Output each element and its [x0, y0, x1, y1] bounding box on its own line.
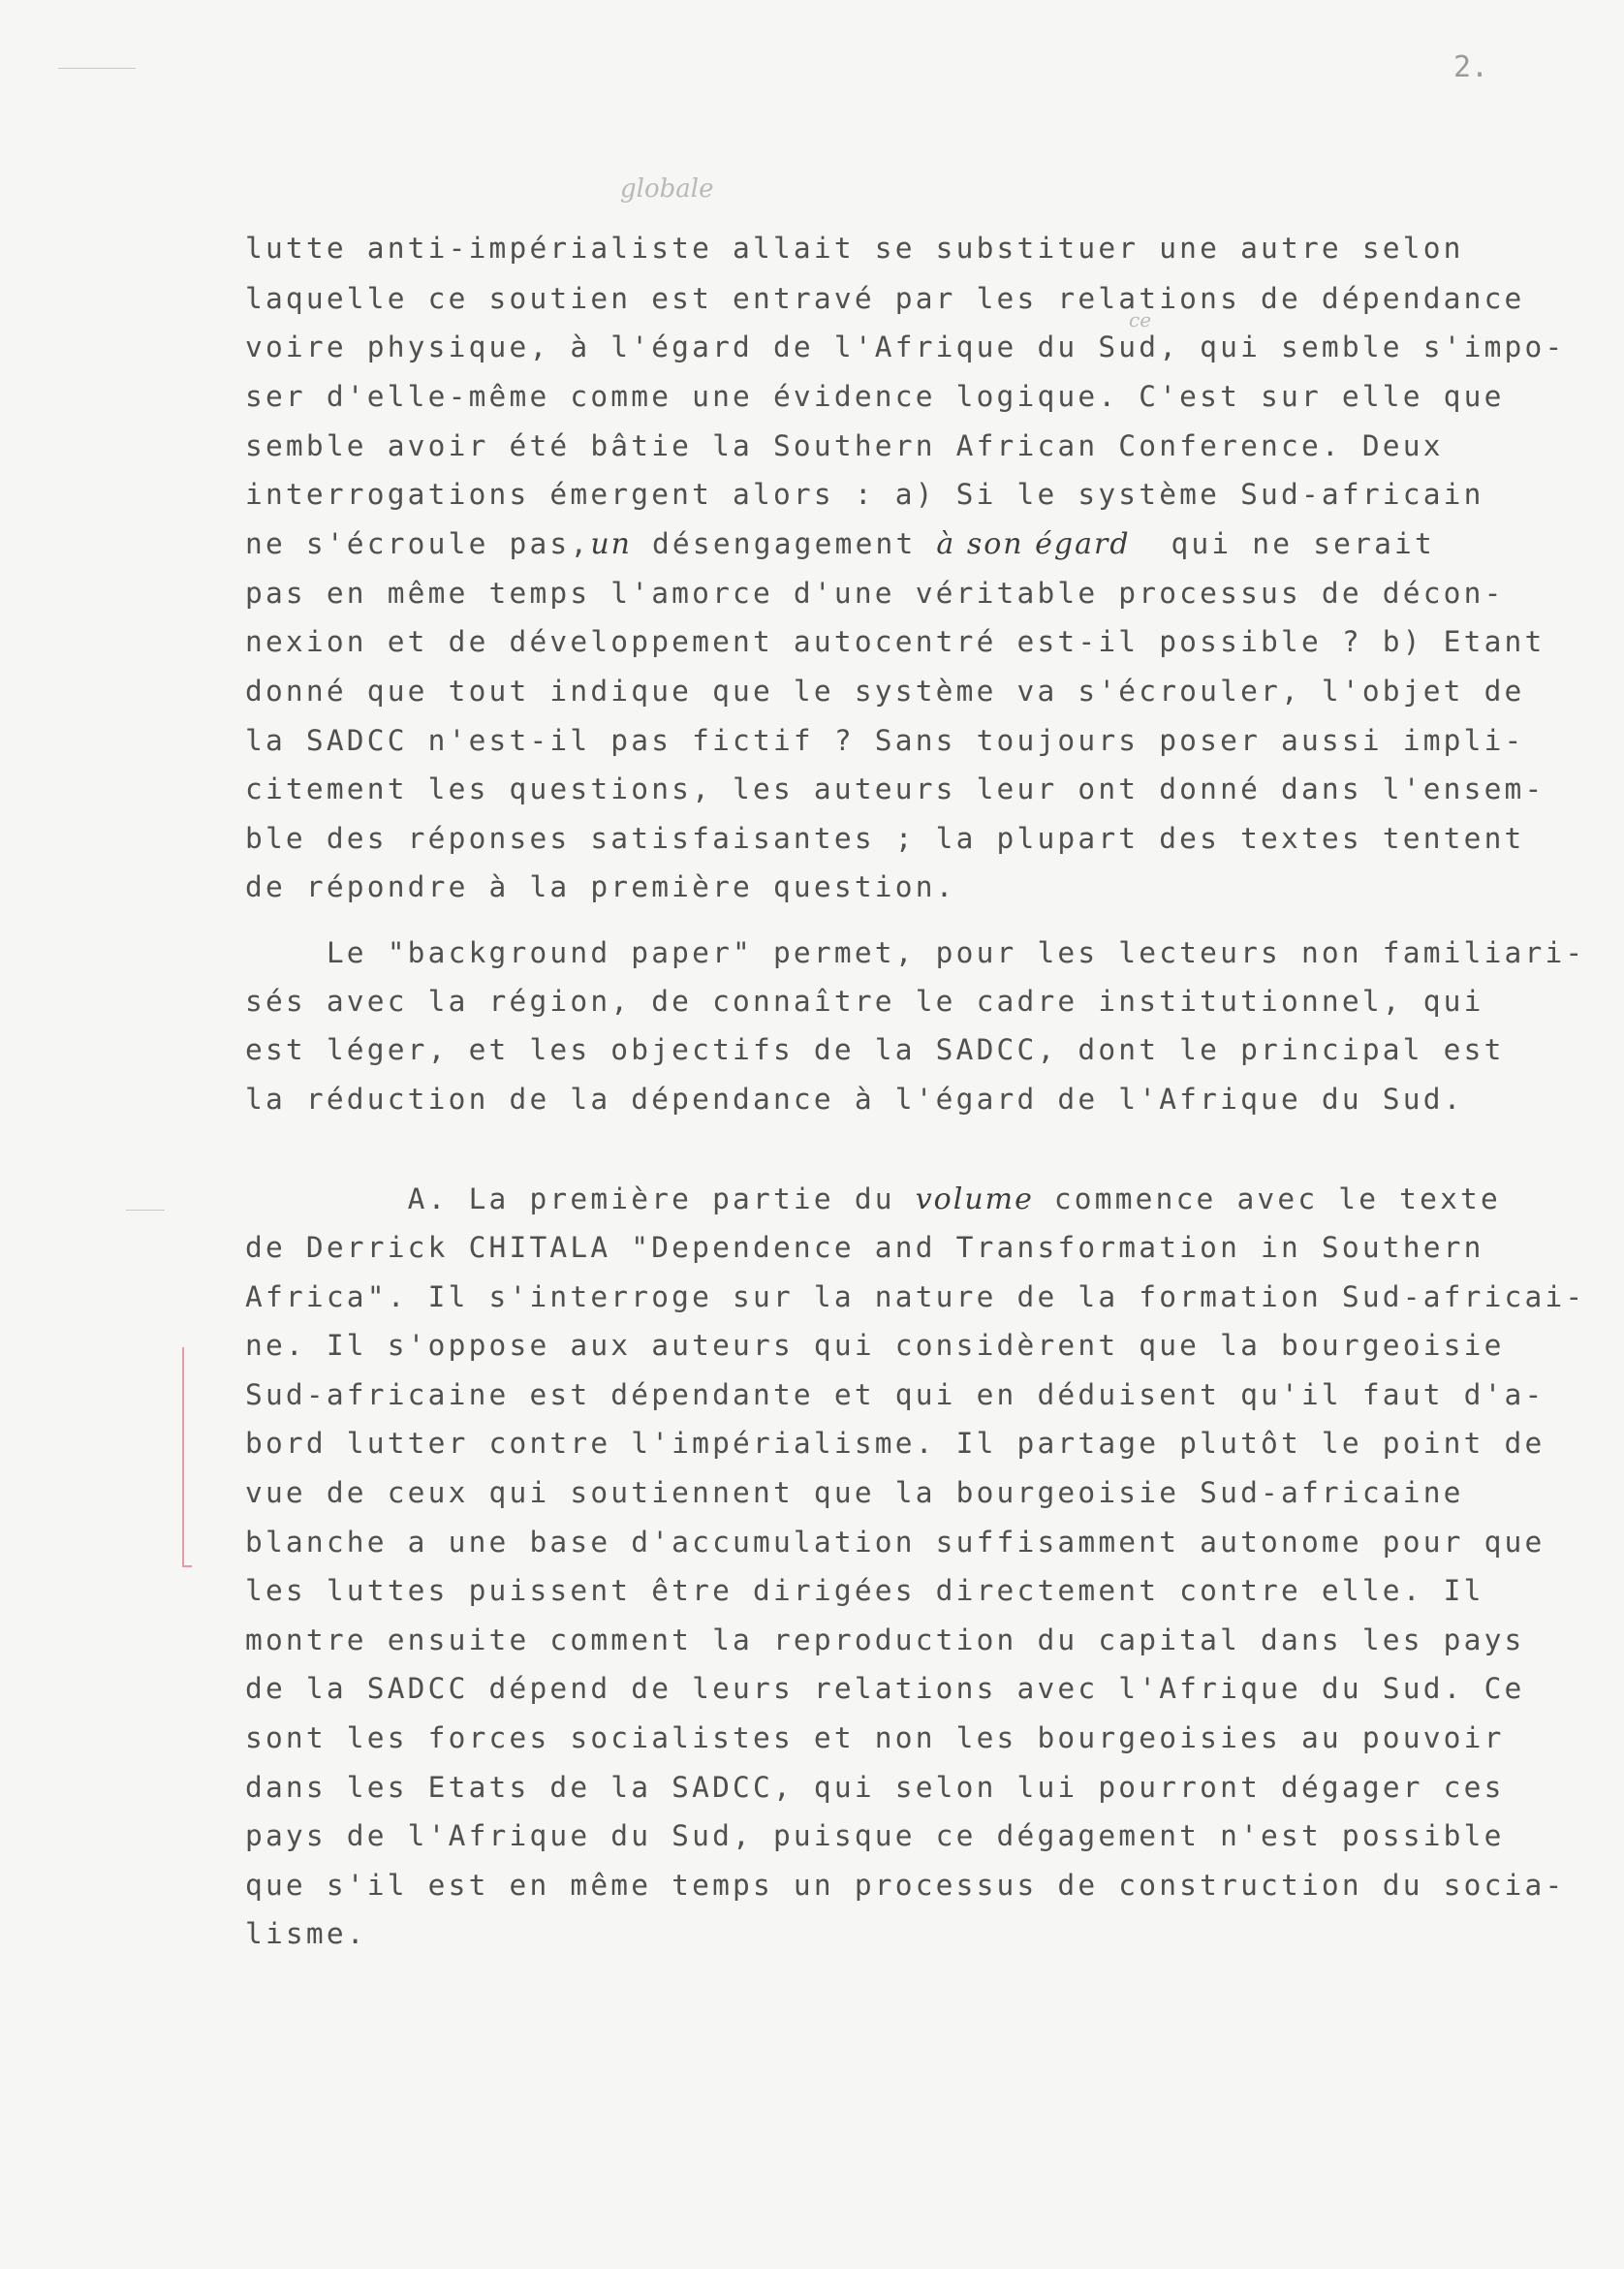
text-fragment: désengagement	[632, 527, 937, 560]
text-fragment: ne s'écroule pas,	[245, 527, 591, 560]
text-line: de la SADCC dépend de leurs relations avec l'Afrique du Sud. Ce	[245, 1672, 1525, 1705]
text-line: Africa". Il s'interroge sur la nature de la formation Sud-africai-	[245, 1280, 1586, 1313]
text-line: donné que tout indique que le système va s'écrouler, l'objet de	[245, 675, 1525, 708]
handwritten-insert: un	[590, 527, 632, 561]
text-line: la SADCC n'est-il pas fictif ? Sans toujours poser aussi impli-	[245, 724, 1525, 757]
text-line: ne. Il s'oppose aux auteurs qui considèrent que la bourgeoisie	[245, 1329, 1505, 1362]
text-line: dans les Etats de la SADCC, qui selon lui pourront dégager ces	[245, 1771, 1505, 1804]
text-line: bord lutter contre l'impérialisme. Il partage plutôt le point de	[245, 1427, 1546, 1460]
text-line: ser d'elle-même comme une évidence logique. C'est sur elle que	[245, 380, 1505, 413]
text-line: Le "background paper" permet, pour les lecteurs non familiari-	[245, 936, 1586, 969]
text-line: que s'il est en même temps un processus de construction du socia-	[245, 1869, 1566, 1902]
text-line: de Derrick CHITALA "Dependence and Transformation in Southern	[245, 1231, 1484, 1264]
text-line: lutte anti-impérialiste allait se substituer une autre selon	[245, 232, 1464, 265]
text-line: citement les questions, les auteurs leur ont donné dans l'ensem-	[245, 772, 1546, 805]
pencil-note-ce: ce	[1129, 308, 1152, 331]
text-line: blanche a une base d'accumulation suffisamment autonome pour que	[245, 1526, 1546, 1559]
text-line: laquelle ce soutien est entravé par les relations de dépendance	[245, 282, 1525, 315]
handwritten-insert: à son égard	[936, 527, 1131, 561]
pencil-note-globale: globale	[620, 174, 714, 204]
text-fragment: commence avec le texte	[1033, 1182, 1501, 1215]
text-line: pays de l'Afrique du Sud, puisque ce dégagement n'est possible	[245, 1819, 1505, 1852]
text-fragment: qui ne serait	[1130, 527, 1435, 560]
text-line: interrogations émergent alors : a) Si le système Sud-africain	[245, 478, 1484, 511]
text-line: Sud-africaine est dépendante et qui en déduisent qu'il faut d'a-	[245, 1378, 1546, 1411]
text-line: pas en même temps l'amorce d'une véritable processus de décon-	[245, 577, 1505, 610]
text-line: est léger, et les objectifs de la SADCC, dont le principal est	[245, 1033, 1505, 1066]
text-line: montre ensuite comment la reproduction du capital dans les pays	[245, 1623, 1525, 1656]
text-line: de répondre à la première question.	[245, 870, 956, 903]
page-number: 2.	[1453, 50, 1489, 84]
text-line: sés avec la région, de connaître le cadre institutionnel, qui	[245, 985, 1484, 1018]
text-line: lisme.	[245, 1917, 367, 1950]
text-fragment: A. La première partie du	[245, 1182, 895, 1215]
text-line: ble des réponses satisfaisantes ; la plupart des textes tentent	[245, 822, 1525, 855]
text-line: voire physique, à l'égard de l'Afrique du Sud, qui semble s'impo-	[245, 331, 1566, 363]
text-line: vue de ceux qui soutiennent que la bourgeoisie Sud-africaine	[245, 1476, 1464, 1509]
text-line: la réduction de la dépendance à l'égard de l'Afrique du Sud.	[245, 1083, 1464, 1116]
text-line: sont les forces socialistes et non les bourgeoisies au pouvoir	[245, 1721, 1505, 1754]
text-line-with-handwriting	[245, 1182, 1501, 1217]
text-line-with-handwriting	[245, 526, 1435, 562]
text-line: semble avoir été bâtie la Southern African Conference. Deux	[245, 429, 1444, 462]
handwritten-insert: volume	[915, 1182, 1034, 1216]
text-line: les luttes puissent être dirigées directement contre elle. Il	[245, 1574, 1484, 1607]
text-line: nexion et de développement autocentré est-il possible ? b) Etant	[245, 625, 1546, 658]
